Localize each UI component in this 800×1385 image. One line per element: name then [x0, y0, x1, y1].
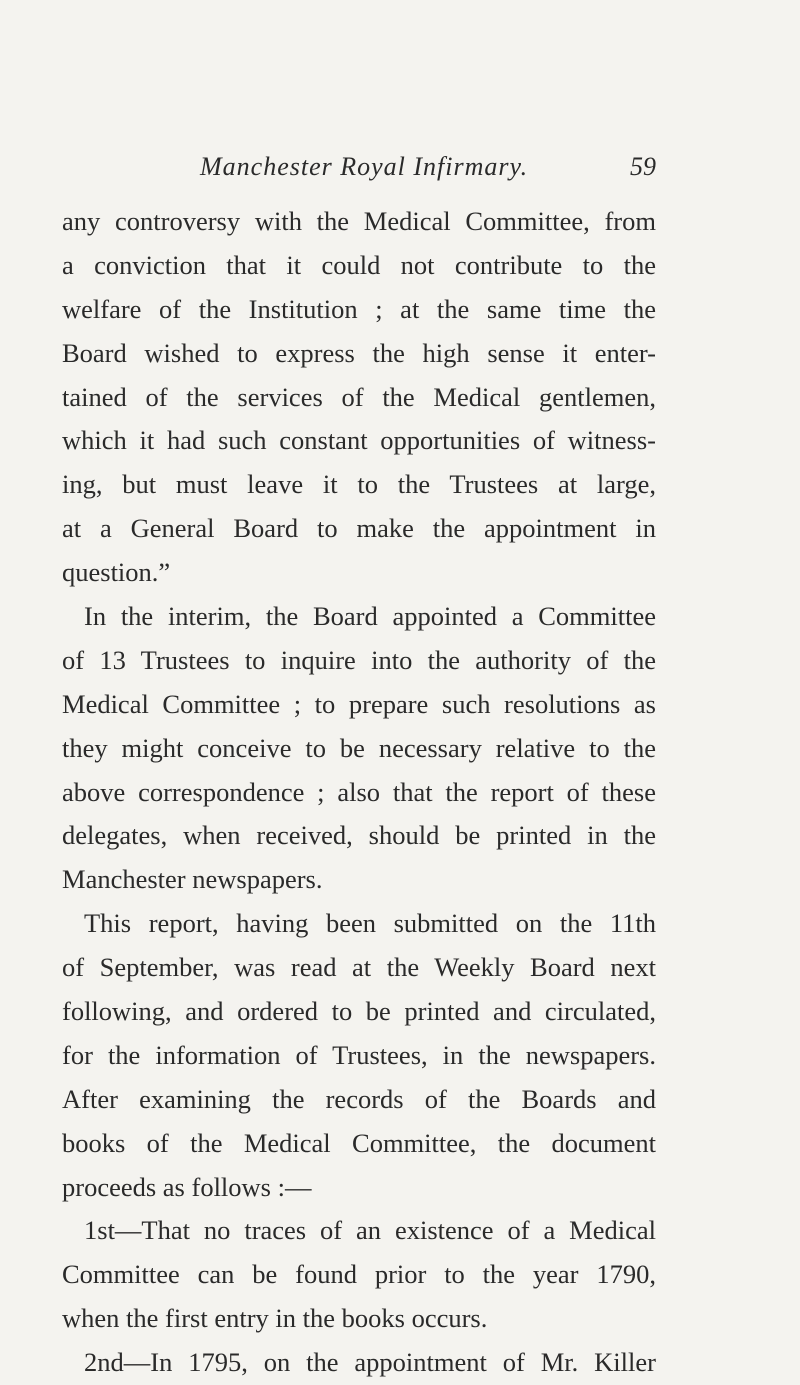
text-line: of 13 Trustees to inquire into the authority of the — [62, 644, 656, 675]
text-line: books of the Medical Committee, the document — [62, 1127, 656, 1158]
body-text — [62, 200, 656, 1385]
text-line: Board wished to express the high sense it enter- — [62, 337, 656, 368]
running-head — [62, 152, 656, 188]
text-line: for the information of Trustees, in the newspapers. — [62, 1039, 656, 1070]
text-line: Medical Committee ; to prepare such resolutions as — [62, 688, 656, 719]
text-line: Committee can be found prior to the year 1790, — [62, 1259, 656, 1290]
text-line: above correspondence ; also that the report of these — [62, 776, 656, 807]
text-line: a conviction that it could not contribute to the — [62, 249, 656, 280]
text-line: they might conceive to be necessary relative to the — [62, 732, 656, 763]
text-line: tained of the services of the Medical gentlemen, — [62, 381, 656, 412]
running-title: Manchester Royal Infirmary. — [200, 152, 529, 181]
paragraph-start-line: In the interim, the Board appointed a Committee — [84, 601, 656, 632]
text-line: which it had such constant opportunities of witness- — [62, 425, 656, 456]
paragraph-start-line: 1st—That no traces of an existence of a Medical — [84, 1215, 656, 1246]
text-line: question.” — [62, 557, 171, 588]
text-line: when the first entry in the books occurs. — [62, 1303, 488, 1334]
text-line: following, and ordered to be printed and circulated, — [62, 996, 656, 1027]
text-line: ing, but must leave it to the Trustees at large, — [62, 469, 656, 500]
text-line: Manchester newspapers. — [62, 864, 323, 895]
page-number: 59 — [630, 152, 656, 181]
paragraph-start-line: This report, having been submitted on the 11th — [84, 908, 656, 939]
text-line: at a General Board to make the appointment in — [62, 513, 656, 544]
text-line: any controversy with the Medical Committee, from — [62, 206, 656, 236]
paragraph-start-line: 2nd—In 1795, on the appointment of Mr. Killer — [84, 1347, 656, 1378]
text-line: of September, was read at the Weekly Board next — [62, 952, 656, 983]
text-line: delegates, when received, should be printed in the — [62, 820, 656, 851]
text-line: After examining the records of the Boards and — [62, 1083, 656, 1114]
text-line: welfare of the Institution ; at the same time the — [62, 293, 656, 324]
text-line: proceeds as follows :— — [62, 1171, 312, 1202]
